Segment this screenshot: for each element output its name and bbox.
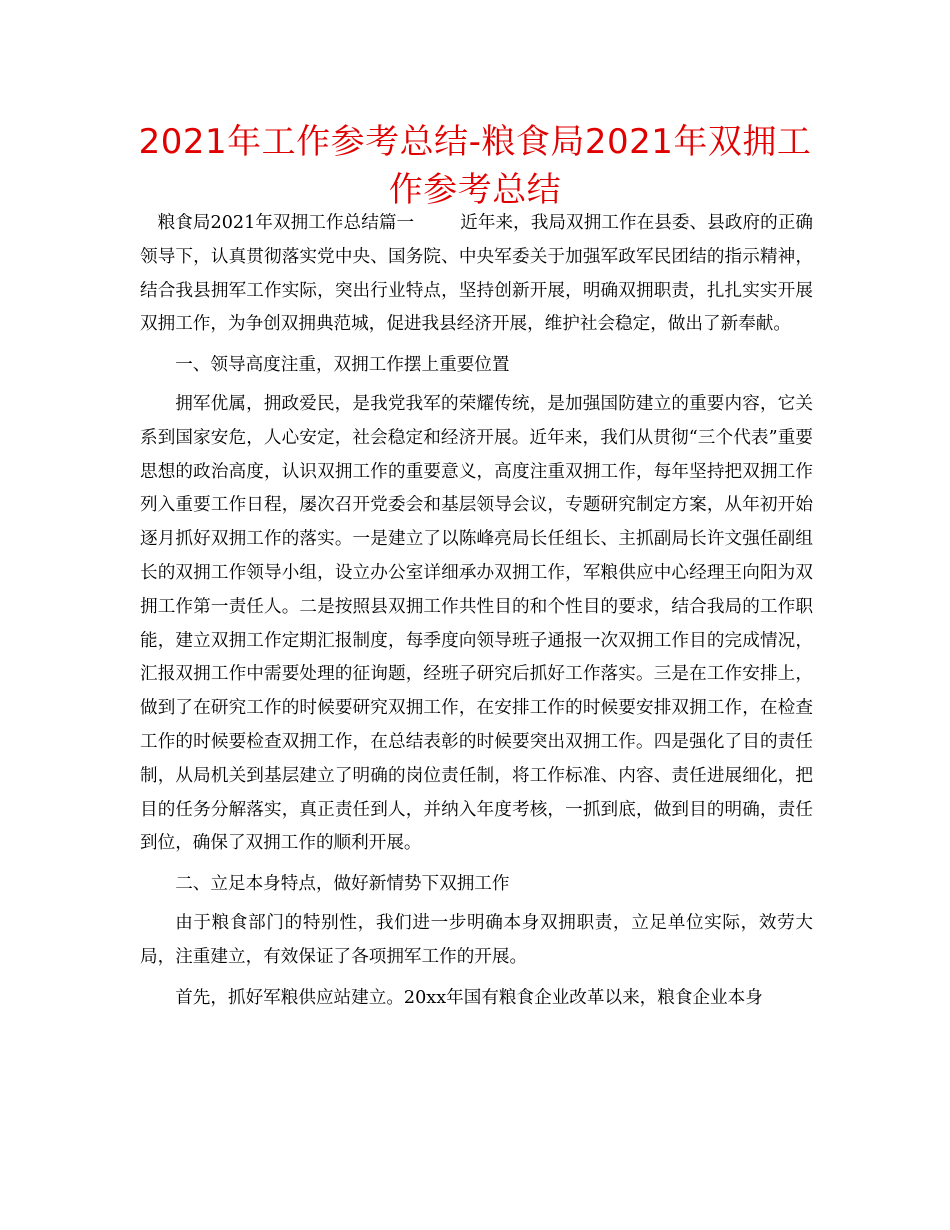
intro-paragraph xyxy=(140,207,813,342)
document-body xyxy=(140,207,813,1022)
intro-text: 近年来，我局双拥工作在县委、县政府的正确领导下，认真贯彻落实党中央、国务院、中央军委关于加强军政军民团结的指示精神，结合我县拥军工作实际，突出行业特点，坚持创新开展，明确双拥职责，扎扎实实开展双拥工作，为争创双拥典范城，促进我县经济开展，维护社会稳定，做出了新奉献。 xyxy=(140,213,813,335)
body-paragraph-2: 由于粮食部门的特别性，我们进一步明确本身双拥职责，立足单位实际，效劳大局，注重建立，有效保证了各项拥军工作的开展。 xyxy=(140,912,813,967)
section-heading-2: 二、立足本身特点，做好新情势下双拥工作 xyxy=(175,874,510,895)
document-title: 2021年工作参考总结-粮食局2021年双拥工作参考总结 xyxy=(138,122,812,210)
body-paragraph-3: 首先，抓好军粮供应站建立。20xx年国有粮食企业改革以来，粮食企业本身 xyxy=(175,987,763,1008)
body-paragraph-1: 拥军优属，拥政爱民，是我党我军的荣耀传统，是加强国防建立的重要内容，它关系到国家安危，人心安定，社会稳定和经济开展。近年来，我们从贯彻“三个代表”重要思想的政治高度，认识双拥工作的重要意义，高度注重双拥工作，每年坚持把双拥工作列入重要工作日程，屡次召开党委会和基层领导会议，专题研究制定方案，从年初开始逐月抓好双拥工作的落实。一是建立了以陈峰亮局长任组长、主抓副局长许文强任副组长的双拥工作领导小组，设立办公室详细承办双拥工作，军粮供应中心经理王向阳为双拥工作第一责任人。二是按照县双拥工作共性目的和个性目的要求，结合我局的工作职能，建立双拥工作定期汇报制度，每季度向领导班子通报一次双拥工作目的完成情况，汇报双拥工作中需要处理的征询题，经班子研究后抓好工作落实。三是在工作安排上，做到了在研究工作的时候要研究双拥工作，在安排工作的时候要安排双拥工作，在检查工作的时候要检查双拥工作，在总结表彰的时候要突出双拥工作。四是强化了目的责任制，从局机关到基层建立了明确的岗位责任制，将工作标准、内容、责任进展细化，把目的任务分解落实，真正责任到人，并纳入年度考核，一抓到底，做到目的明确，责任到位，确保了双拥工作的顺利开展。 xyxy=(140,393,813,854)
section-heading-1: 一、领导高度注重，双拥工作摆上重要位置 xyxy=(175,355,510,376)
intro-label: 粮食局2021年双拥工作总结篇一 xyxy=(157,213,415,233)
